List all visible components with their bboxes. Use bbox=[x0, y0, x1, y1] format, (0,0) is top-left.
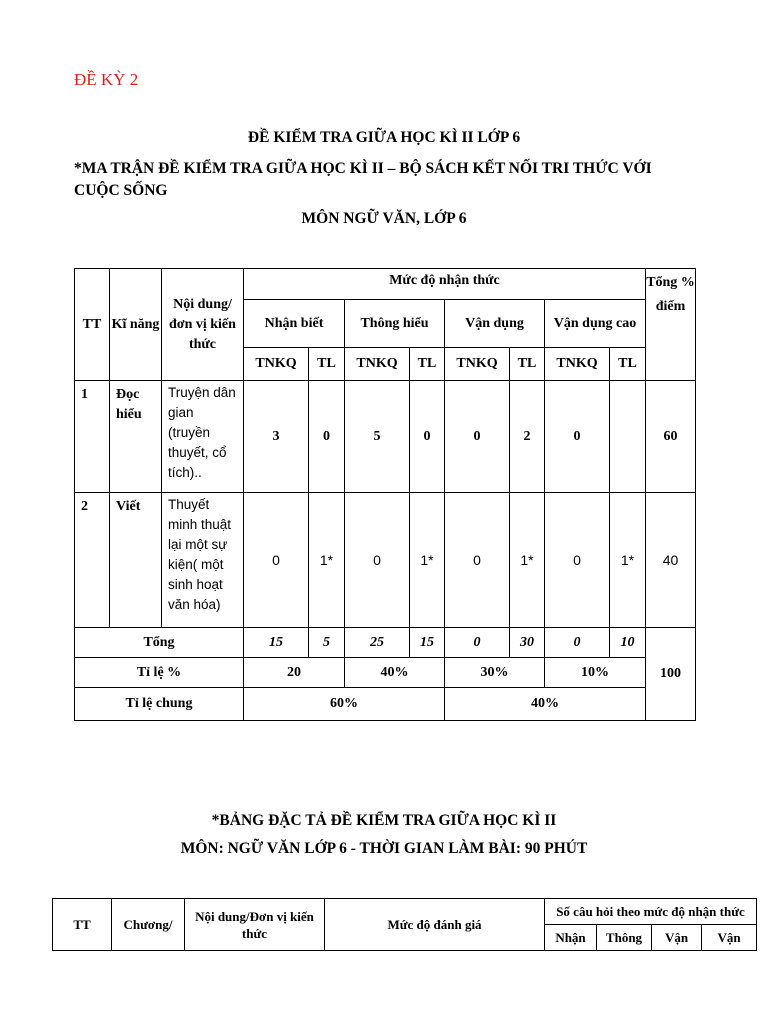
row-total: 60 bbox=[646, 381, 696, 493]
ratio-value: 30% bbox=[445, 658, 545, 688]
spec-title: *BẢNG ĐẶC TẢ ĐỀ KIỂM TRA GIỮA HỌC KÌ II bbox=[211, 812, 557, 829]
sum-cell: 25 bbox=[345, 628, 410, 658]
sub-header: TNKQ bbox=[445, 348, 510, 381]
sub-header: TL bbox=[410, 348, 445, 381]
spec-header-questions: Số câu hỏi theo mức độ nhận thức bbox=[545, 899, 757, 925]
ratio-value: 20 bbox=[244, 658, 345, 688]
table-row bbox=[75, 381, 696, 493]
row-cell: 0 bbox=[345, 493, 410, 628]
ratio-value: 10% bbox=[545, 658, 646, 688]
header-level: Mức độ nhận thức bbox=[244, 269, 646, 300]
row-tt: 1 bbox=[75, 381, 110, 493]
row-cell: 1* bbox=[309, 493, 345, 628]
sub-header: TNKQ bbox=[244, 348, 309, 381]
spec-header-row bbox=[53, 899, 757, 925]
header-skill: Kĩ năng bbox=[110, 269, 162, 381]
sum-cell: 10 bbox=[610, 628, 646, 658]
sub-header: TNKQ bbox=[545, 348, 610, 381]
row-cell: 0 bbox=[445, 493, 510, 628]
spec-sub-header: Vận bbox=[702, 925, 757, 951]
matrix-subtitle: *MA TRẬN ĐỀ KIỂM TRA GIỮA HỌC KÌ II – BỘ SÁCH KẾT NỐI TRI THỨC VỚI CUỘC SỐNG bbox=[74, 160, 652, 199]
row-cell: 0 bbox=[309, 381, 345, 493]
common-label: Tỉ lệ chung bbox=[75, 688, 244, 721]
header-tt: TT bbox=[75, 269, 110, 381]
row-skill: Đọc hiểu bbox=[110, 381, 162, 493]
row-content: Truyện dân gian (truyền thuyết, cổ tích).. bbox=[162, 381, 244, 493]
sum-cell: 30 bbox=[510, 628, 545, 658]
level-van-dung: Vận dụng bbox=[445, 300, 545, 348]
sum-row bbox=[75, 628, 696, 658]
sum-cell: 0 bbox=[445, 628, 510, 658]
subject-title: MÔN NGỮ VĂN, LỚP 6 bbox=[301, 210, 467, 227]
row-cell bbox=[610, 381, 646, 493]
row-cell: 1* bbox=[610, 493, 646, 628]
grand-total: 100 bbox=[646, 628, 696, 721]
row-cell: 0 bbox=[445, 381, 510, 493]
level-van-dung-cao: Vận dụng cao bbox=[545, 300, 646, 348]
ratio-label: Tỉ lệ % bbox=[75, 658, 244, 688]
common-value: 40% bbox=[445, 688, 646, 721]
row-cell: 0 bbox=[545, 493, 610, 628]
row-tt: 2 bbox=[75, 493, 110, 628]
sum-cell: 15 bbox=[410, 628, 445, 658]
sum-cell: 5 bbox=[309, 628, 345, 658]
row-cell: 1* bbox=[510, 493, 545, 628]
sub-header: TNKQ bbox=[345, 348, 410, 381]
row-cell: 3 bbox=[244, 381, 309, 493]
spec-header-tt: TT bbox=[53, 899, 112, 951]
row-cell: 0 bbox=[545, 381, 610, 493]
spec-sub-header: Nhận bbox=[545, 925, 597, 951]
document-title: ĐỀ KIỂM TRA GIỮA HỌC KÌ II LỚP 6 bbox=[247, 129, 521, 146]
document-label: ĐỀ KỲ 2 bbox=[74, 70, 139, 89]
spec-header-assessment: Mức độ đánh giá bbox=[325, 899, 545, 951]
row-skill: Viết bbox=[110, 493, 162, 628]
sum-label: Tổng bbox=[75, 628, 244, 658]
spec-subtitle: MÔN: NGỮ VĂN LỚP 6 - THỜI GIAN LÀM BÀI: 90 PHÚT bbox=[180, 840, 588, 857]
row-cell: 0 bbox=[244, 493, 309, 628]
header-total: Tổng % điểm bbox=[646, 269, 696, 381]
header-content: Nội dung/đơn vị kiến thức bbox=[162, 269, 244, 381]
sum-cell: 15 bbox=[244, 628, 309, 658]
common-value: 60% bbox=[244, 688, 445, 721]
ratio-value: 40% bbox=[345, 658, 445, 688]
row-cell: 0 bbox=[410, 381, 445, 493]
common-row bbox=[75, 688, 696, 721]
row-cell: 5 bbox=[345, 381, 410, 493]
sub-header: TL bbox=[309, 348, 345, 381]
row-total: 40 bbox=[646, 493, 696, 628]
level-nhan-biet: Nhận biết bbox=[244, 300, 345, 348]
matrix-header-row bbox=[75, 269, 696, 300]
sub-header: TL bbox=[510, 348, 545, 381]
row-content: Thuyết minh thuật lại một sự kiện( một sinh hoạt văn hóa) bbox=[162, 493, 244, 628]
spec-header-chapter: Chương/ bbox=[112, 899, 185, 951]
level-thong-hieu: Thông hiểu bbox=[345, 300, 445, 348]
table-row bbox=[75, 493, 696, 628]
assessment-matrix-table bbox=[74, 268, 696, 721]
ratio-row bbox=[75, 658, 696, 688]
spec-header-content: Nội dung/Đơn vị kiến thức bbox=[185, 899, 325, 951]
spec-sub-header: Vận bbox=[652, 925, 702, 951]
row-cell: 2 bbox=[510, 381, 545, 493]
sum-cell: 0 bbox=[545, 628, 610, 658]
spec-table bbox=[52, 898, 757, 951]
row-cell: 1* bbox=[410, 493, 445, 628]
spec-sub-header: Thông bbox=[597, 925, 652, 951]
sub-header: TL bbox=[610, 348, 646, 381]
